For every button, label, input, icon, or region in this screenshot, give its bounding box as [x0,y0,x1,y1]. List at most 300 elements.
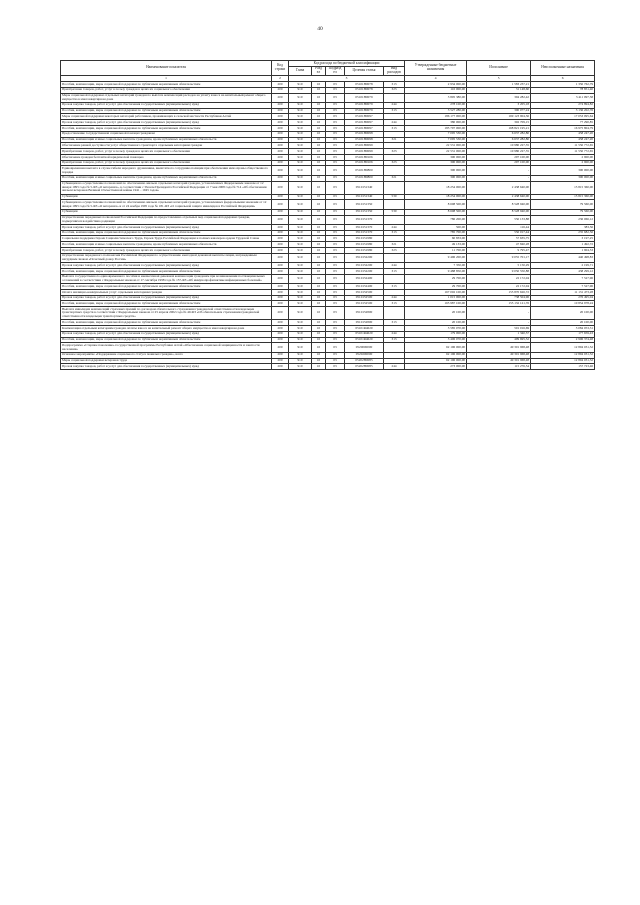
table-row [61,181,595,194]
row-executed: 169 123 904,36 [467,114,531,120]
row-approved: 8 608 500,00 [405,209,467,215]
row-executed: 10 980 227,35 [467,143,531,149]
row-podrazdel: 03 [326,143,345,149]
row-target: 05101Н0098 [345,131,384,137]
row-name: Пособия, компенсации, меры социальной поддержки по публичным нормативным обязательствам [61,284,272,290]
row-executed: 5 150,29 [467,263,531,269]
row-podrazdel: 03 [326,326,345,332]
row-approved: 18 254 000,00 [405,181,467,194]
row-glava: 910 [289,301,312,307]
row-target: 05101R4620 [345,331,384,337]
row-executed: 9 795,47 [467,248,531,254]
row-podrazdel: 03 [326,364,345,370]
row-executed: 31 148,60 [467,87,531,93]
table-row [61,364,595,370]
row-executed: 297 100,00 [467,154,531,160]
row-approved: 20 100,00 [405,320,467,326]
row-executed: 8 528 940,00 [467,209,531,215]
row-code: 200 [272,126,289,132]
row-razdel: 10 [312,230,326,236]
row-target: 05101Н0106 [345,154,384,160]
row-target: 0510151350 [345,200,384,209]
index-4: 4 [405,76,467,82]
row-glava: 910 [289,194,312,200]
row-razdel: 10 [312,181,326,194]
row-target: 0520000000 [345,343,384,352]
row-target: 0510151980 [345,236,384,242]
row-razdel: 10 [312,126,326,132]
row-podrazdel: 03 [326,343,345,352]
row-executed: 49 301 968,48 [467,352,531,358]
row-unexecuted: 79 560,00 [531,209,595,215]
row-podrazdel: 03 [326,149,345,155]
row-vid: 323 [384,248,405,254]
row-name: Выплата государственного единовременного пособия и ежемесячной денежной компенсации гражданам при возникновении поствакцинальных осложнений в соответствии с Федеральным законом от 17 сентября 1998 года № 157-ФЗ «Об иммунопрофилактике инфекционных болезней» [61,274,272,283]
row-approved: 29 700,00 [405,284,467,290]
row-code: 200 [272,337,289,343]
row-podrazdel: 03 [326,93,345,102]
row-glava: 910 [289,253,312,262]
index-5: 5 [467,76,531,82]
row-podrazdel: 03 [326,209,345,215]
index-1: 1 [61,76,272,82]
row-approved: 1 015 000,00 [405,295,467,301]
row-vid [384,274,405,283]
row-vid [384,343,405,352]
row-vid [384,181,405,194]
row-podrazdel: 03 [326,284,345,290]
row-executed: 22 172,04 [467,274,531,283]
row-target: 0510151980 [345,248,384,254]
row-razdel: 10 [312,337,326,343]
row-code: 200 [272,166,289,175]
row-glava: 910 [289,160,312,166]
row-glava: 910 [289,102,312,108]
row-target: 05101Н0099 [345,143,384,149]
row-podrazdel: 03 [326,242,345,248]
row-unexecuted: 7 527,96 [531,274,595,283]
row-vid: 244 [384,102,405,108]
row-razdel: 10 [312,149,326,155]
row-vid [384,307,405,320]
row-razdel: 10 [312,253,326,262]
row-code: 200 [272,236,289,242]
row-approved: 167 002 100,00 [405,289,467,295]
row-glava: 910 [289,295,312,301]
row-approved: 300 000,00 [405,166,467,175]
row-glava: 910 [289,331,312,337]
row-vid [384,166,405,175]
row-name: Подпрограмма «Старшее поколение» государственной программы Республики Алтай «Обеспечение социальной защищенности и занятости населения» [61,343,272,352]
row-vid: 244 [384,331,405,337]
row-approved: 62 196 000,00 [405,352,467,358]
row-vid: 313 [384,301,405,307]
row-unexecuted: 10 854 978,24 [531,301,595,307]
row-code: 200 [272,181,289,194]
row-approved: 300 000,00 [405,160,467,166]
row-unexecuted: 1 904,53 [531,248,595,254]
row-approved: 62 196 000,00 [405,343,467,352]
row-razdel: 10 [312,320,326,326]
row-razdel: 10 [312,248,326,254]
row-target: 0510152400 [345,274,384,283]
row-razdel: 10 [312,236,326,242]
row-code: 200 [272,215,289,224]
row-executed: 115 276,54 [467,364,531,370]
row-name: Субвенции на осуществление полномочий по обеспечению жильем отдельных категорий граждан, установленных федеральными законами от 12 января 1995 года № 5-ФЗ «О ветеранах» и от 24 ноября 1995 года № 181-ФЗ «О социальной защите инвалидов в Российской Федерации» [61,200,272,209]
row-code: 200 [272,81,289,87]
row-code: 200 [272,289,289,295]
row-executed: 22 172,04 [467,284,531,290]
header-approved: Утвержденные бюджетные назначения [405,61,467,76]
row-vid: 323 [384,87,405,93]
row-target: 05202Н0085 [345,364,384,370]
row-approved: 500,00 [405,224,467,230]
row-razdel: 10 [312,307,326,320]
row-unexecuted: 276 495,04 [531,295,595,301]
row-code: 200 [272,307,289,320]
row-unexecuted: 3 084 053,31 [531,326,595,332]
row-glava: 910 [289,154,312,160]
row-name: Меры социальной поддержки ветеранов труда [61,358,272,364]
row-podrazdel: 03 [326,200,345,209]
row-approved: 9 496 200,00 [405,253,467,262]
row-approved: 49 133,00 [405,242,467,248]
row-vid: 323 [384,149,405,155]
row-approved: 165 987 100,00 [405,301,467,307]
row-approved: 785 700,00 [405,230,467,236]
row-approved: 3 527 280,00 [405,108,467,114]
row-executed: 1 583 237,21 [467,81,531,87]
row-razdel: 10 [312,175,326,181]
header-razdel: Разд ел [312,66,326,75]
row-glava: 910 [289,81,312,87]
row-glava: 910 [289,108,312,114]
row-approved: 7 350,00 [405,263,467,269]
row-vid [384,215,405,224]
row-glava: 910 [289,364,312,370]
row-podrazdel: 03 [326,114,345,120]
row-glava: 910 [289,230,312,236]
header-glava: Глава [289,66,312,75]
row-name: Пособия, компенсации, меры социальной поддержки по публичным нормативным обязательствам [61,126,272,132]
row-approved: 300 000,00 [405,154,467,160]
table-body [61,81,595,369]
row-vid: 244 [384,263,405,269]
row-name: Субвенции [61,209,272,215]
row-razdel: 10 [312,242,326,248]
row-podrazdel: 03 [326,358,345,364]
row-unexecuted: 383,56 [531,224,595,230]
row-name: Пособия, компенсации и иные социальные выплаты гражданам, кроме публичных нормативных обязательств [61,175,272,181]
row-executed: 2 438 640,00 [467,194,531,200]
row-name: Пособия, компенсации, меры социальной поддержки по публичным нормативным обязательствам [61,230,272,236]
row-target: 0510151370 [345,215,384,224]
header-executed: Исполнение [467,61,531,76]
row-podrazdel: 03 [326,337,345,343]
row-podrazdel: 03 [326,160,345,166]
row-unexecuted: 236 066,12 [531,215,595,224]
row-name: Прочая закупка товаров, работ и услуг для обеспечения государственных (муниципальных) нужд [61,120,272,126]
row-podrazdel: 03 [326,102,345,108]
row-executed: 49 301 968,48 [467,343,531,352]
row-podrazdel: 03 [326,274,345,283]
row-vid: 313 [384,268,405,274]
row-podrazdel: 03 [326,175,345,181]
row-name: Обеспечение граждан бесплатной юридической помощью [61,154,272,160]
row-podrazdel: 03 [326,307,345,320]
row-target: 05101Н0078 [345,81,384,87]
row-razdel: 10 [312,224,326,230]
row-code: 200 [272,326,289,332]
row-unexecuted: 7 527,96 [531,284,595,290]
row-podrazdel: 03 [326,295,345,301]
row-podrazdel: 03 [326,253,345,262]
row-target: 0510152500 [345,301,384,307]
row-podrazdel: 03 [326,289,345,295]
row-unexecuted: 3 136 202,76 [531,108,595,114]
row-executed: 47 840,28 [467,242,531,248]
row-podrazdel: 03 [326,263,345,269]
row-razdel: 10 [312,200,326,209]
row-target: 0510151370 [345,224,384,230]
header-target: Целевая статья [345,66,384,75]
row-name: Предоставление государственной социальной помощи гражданам [61,131,272,137]
row-code: 200 [272,149,289,155]
row-name: Прочая закупка товаров, работ и услуг для обеспечения государственных (муниципальных) нужд [61,364,272,370]
row-target: 0510152200 [345,268,384,274]
row-unexecuted: 235 682,56 [531,230,595,236]
row-executed: 116,44 [467,224,531,230]
row-unexecuted: 20 100,00 [531,307,595,320]
row-razdel: 10 [312,114,326,120]
row-executed: - [467,166,531,175]
row-target: 05101R4620 [345,337,384,343]
index-6: 6 [531,76,595,82]
row-vid: 323 [384,160,405,166]
row-code: 200 [272,200,289,209]
row-unexecuted: 2 906 374,48 [531,337,595,343]
table-row [61,200,595,209]
row-code: 200 [272,108,289,114]
row-razdel: 10 [312,160,326,166]
row-executed: 9 055 701,17 [467,253,531,262]
row-razdel: 10 [312,343,326,352]
row-code: 200 [272,331,289,337]
row-target: 0510152200 [345,263,384,269]
row-code: 200 [272,87,289,93]
row-approved: 18 254 000,00 [405,194,467,200]
row-executed: 390 077,24 [467,108,531,114]
row-razdel: 10 [312,274,326,283]
row-razdel: 10 [312,289,326,295]
row-glava: 910 [289,284,312,290]
header-code: Код строки [272,61,289,76]
row-vid: 530 [384,194,405,200]
row-approved: 22 531 000,00 [405,149,467,155]
row-name: Прочая закупка товаров, работ и услуг для обеспечения государственных (муниципальных) нужд [61,331,272,337]
table-row [61,307,595,320]
row-unexecuted: 1 350 762,79 [531,81,595,87]
row-razdel: 10 [312,166,326,175]
row-glava: 910 [289,126,312,132]
row-name: Приобретение товаров, работ, услуг в пользу граждан в целях их социального обеспечения [61,160,272,166]
row-code: 200 [272,301,289,307]
row-name: Прочая закупка товаров, работ и услуг для обеспечения государственных (муниципальных) нужд [61,102,272,108]
header-vid: Вид расходов [384,66,405,75]
row-glava: 910 [289,114,312,120]
row-razdel: 10 [312,87,326,93]
row-name: Приобретение товаров, работ, услуг в пользу граждан в целях их социального обеспечения [61,149,272,155]
row-razdel: 10 [312,137,326,143]
row-code: 200 [272,295,289,301]
row-executed: 297 100,00 [467,160,531,166]
row-name: Осуществление переданных полномочий Российской Федерации по предоставлению отдельных мер социальной поддержки граждан, подвергшихся воздействию радиации [61,215,272,224]
row-target: 0510151370 [345,230,384,236]
row-approved: 11 700,00 [405,248,467,254]
row-vid: 244 [384,224,405,230]
row-glava: 910 [289,215,312,224]
row-target: 05101Н0079 [345,93,384,102]
row-unexecuted: 157 723,46 [531,364,595,370]
row-target: 0510152500 [345,289,384,295]
row-unexecuted: 12 894 031,52 [531,343,595,352]
table-row [61,215,595,224]
row-glava: 910 [289,93,312,102]
row-razdel: 10 [312,120,326,126]
row-target: 0510152400 [345,284,384,290]
row-razdel: 10 [312,268,326,274]
row-podrazdel: 03 [326,248,345,254]
row-executed: 499 695,52 [467,337,531,343]
table-row [61,253,595,262]
row-unexecuted: 12 894 031,52 [531,352,595,358]
row-glava: 910 [289,263,312,269]
row-code: 200 [272,248,289,254]
row-code: 200 [272,343,289,352]
row-glava: 910 [289,236,312,242]
row-unexecuted: 15 815 360,00 [531,194,595,200]
row-unexecuted: 458 247,20 [531,137,595,143]
row-razdel: 10 [312,331,326,337]
row-code: 200 [272,263,289,269]
row-podrazdel: 03 [326,87,345,93]
row-podrazdel: 03 [326,131,345,137]
row-target: 0510151980 [345,242,384,248]
row-unexecuted: 17 053 095,64 [531,114,595,120]
table-row [61,343,595,352]
row-executed: 550 017,44 [467,230,531,236]
row-glava: 910 [289,143,312,149]
index-3: 3 [289,76,405,82]
row-name: Обеспечение равной доступности услуг общественного транспорта отдельным категориям граждан [61,143,272,149]
row-name: Пособия, компенсации, меры социальной поддержки по публичным нормативным обязательствам [61,320,272,326]
row-target: 05101Н0078 [345,87,384,93]
row-glava: 910 [289,120,312,126]
row-podrazdel: 03 [326,126,345,132]
row-razdel: 10 [312,143,326,149]
row-executed: 6 637 282,80 [467,137,531,143]
row-razdel: 10 [312,215,326,224]
row-name: Пособия, компенсации, меры социальной поддержки по публичным нормативным обязательствам [61,301,272,307]
row-name: Пособия, компенсации и иные социальные выплаты гражданам, кроме публичных нормативных обязательств [61,137,272,143]
row-code: 200 [272,242,289,248]
row-razdel: 10 [312,301,326,307]
row-unexecuted: 440 498,83 [531,253,595,262]
row-name: Прочая закупка товаров, работ и услуг для обеспечения государственных (муниципальных) нужд [61,224,272,230]
row-name: Меры социальной поддержки отдельных категорий граждан по выплате компенсаций расходов на уплату взноса на капитальный ремонт общего имущества в многоквартирном доме [61,93,272,102]
row-executed: - [467,175,531,181]
row-razdel: 10 [312,358,326,364]
row-razdel: 10 [312,131,326,137]
row-podrazdel: 03 [326,108,345,114]
row-name: Основное мероприятие «Поддержание социального статуса пожилых граждан», всего [61,352,272,358]
row-unexecuted: 3 197,25 [531,236,595,242]
row-glava: 910 [289,289,312,295]
row-code: 200 [272,253,289,262]
row-glava: 910 [289,307,312,320]
row-target: 05101Н0099 [345,149,384,155]
budget-execution-table [60,60,595,370]
row-executed: 550 133,88 [467,215,531,224]
row-unexecuted: 16 975 804,79 [531,126,595,132]
row-code: 200 [272,131,289,137]
row-approved: 273 000,00 [405,364,467,370]
row-target: 05101Н0106 [345,160,384,166]
row-executed: 3 205,18 [467,102,531,108]
row-glava: 910 [289,343,312,352]
row-podrazdel: 03 [326,301,345,307]
row-target: 05101Н0079 [345,108,384,114]
table-row [61,93,595,102]
row-vid [384,200,405,209]
row-unexecuted: 12 894 031,52 [531,358,595,364]
row-approved: 62 196 000,00 [405,358,467,364]
row-approved: 29 700,00 [405,274,467,283]
row-vid: 313 [384,337,405,343]
page-number: 40 [317,26,323,32]
row-code: 200 [272,194,289,200]
row-approved: 20 100,00 [405,307,467,320]
row-unexecuted: 15 815 360,00 [531,181,595,194]
row-glava: 910 [289,175,312,181]
row-glava: 910 [289,326,312,332]
row-executed: 501 016,69 [467,326,531,332]
row-executed: 302 709,15 [467,120,531,126]
row-name: Выплата инвалидам компенсаций страховых премий по договорам обязательного страхования гражданской ответственности владельцев транспортных средств в соответствии с Федеральным законом от 25 апреля 2002 года № 40-ФЗ «Об обязательном страховании гражданской ответственности владельцев транспортных средств» [61,307,272,320]
row-unexecuted: 438 299,12 [531,268,595,274]
row-podrazdel: 03 [326,194,345,200]
row-approved: 3 585 070,00 [405,326,467,332]
row-executed: - [467,307,531,320]
row-vid [384,93,405,102]
row-glava: 910 [289,200,312,209]
row-podrazdel: 03 [326,352,345,358]
row-razdel: 10 [312,209,326,215]
row-code: 200 [272,160,289,166]
row-executed: 49 301 968,48 [467,358,531,364]
row-glava: 910 [289,87,312,93]
row-code: 200 [272,358,289,364]
row-vid: 313 [384,230,405,236]
row-target: 0510152200 [345,253,384,262]
row-razdel: 10 [312,108,326,114]
header-classification: Код расхода по бюджетной классификации [289,61,405,67]
row-unexecuted: 11 550 772,65 [531,149,595,155]
row-executed: - [467,320,531,326]
row-glava: 910 [289,166,312,175]
row-target: 05101Н0097 [345,120,384,126]
